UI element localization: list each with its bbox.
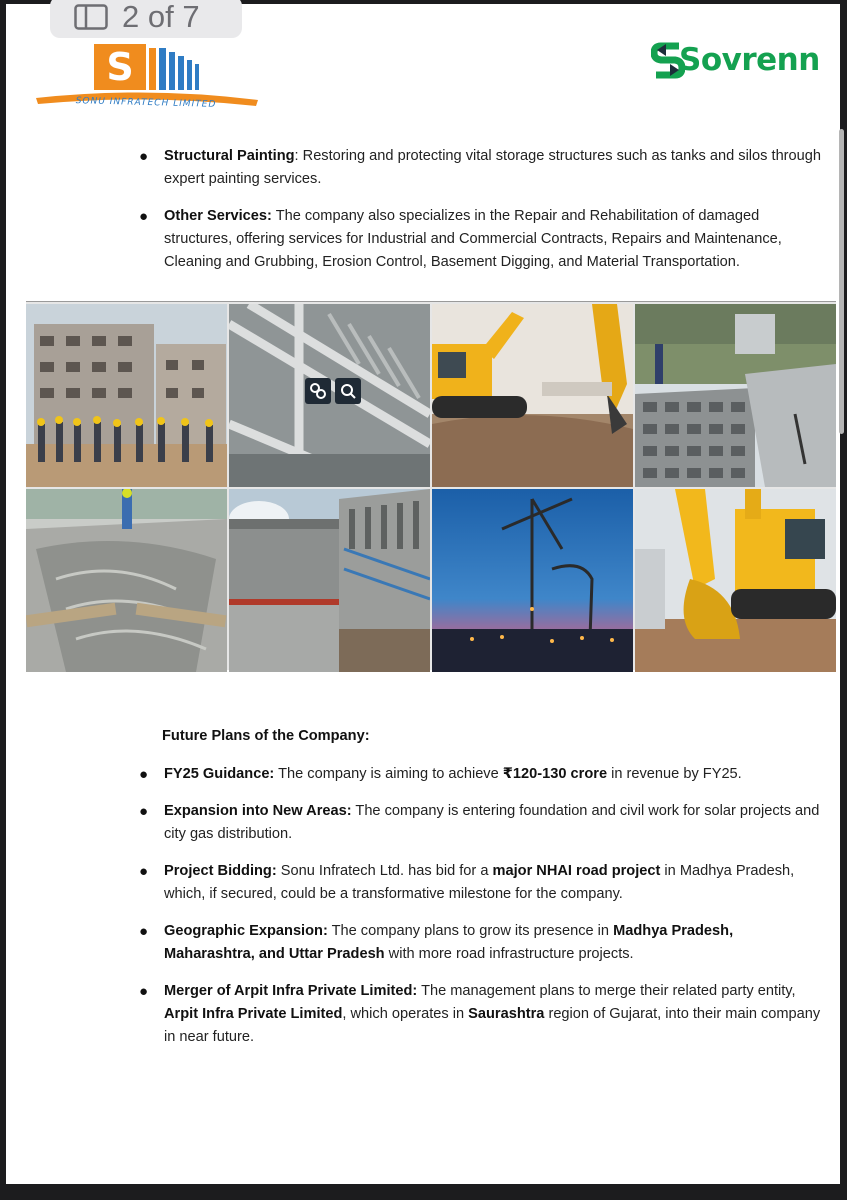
list-item: ● Merger of Arpit Infra Private Limited: The management plans to merge their related party entity, Arpit Infra Private Limited, which operates in Saurashtra region of Gujarat, into their main company in near future. (136, 980, 826, 1049)
page-indicator[interactable] (50, 0, 242, 38)
sonu-logo-graphic (32, 38, 262, 118)
logo-company-name: SONU INFRATECH LIMITED (75, 96, 217, 110)
service-text: The company also specializes in the Repair and Rehabilitation of damaged structures, offering services for Industrial and Commercial Contracts, Repairs and Maintenance, Cleaning and Grubbing, Erosion Control, Basement Digging, and Material Transportation. (164, 208, 782, 270)
night-cranes-photo (432, 489, 633, 672)
bullet-icon: ● (139, 923, 149, 940)
list-item: ● Project Bidding: Sonu Infratech Ltd. has bid for a major NHAI road project in Madhya Pradesh, which, if secured, could be a transformative milestone for the company. (136, 860, 826, 906)
pages-icon (74, 4, 108, 30)
bullet-icon: ● (139, 803, 149, 820)
bullet-icon: ● (139, 863, 149, 880)
logo-letter: S (106, 45, 134, 89)
services-list (136, 145, 826, 288)
bullet-icon: ● (139, 983, 149, 1000)
bullet-icon: ● (139, 148, 149, 165)
list-item: ● Structural Painting: Restoring and protecting vital storage structures such as tanks and silos through expert painting services. (136, 145, 826, 191)
steel-framework-photo (229, 304, 430, 487)
concrete-blocks-photo (635, 304, 836, 487)
sovrenn-logo (651, 40, 820, 80)
construction-workers-photo (26, 304, 227, 487)
bullet-icon: ● (139, 766, 149, 783)
sovrenn-brand-text: Sovrenn (679, 42, 820, 78)
list-item (136, 205, 826, 274)
future-plans-heading: Future Plans of the Company: (162, 728, 370, 744)
scrollbar-thumb[interactable] (839, 129, 844, 434)
list-item: ● FY25 Guidance: The company is aiming to achieve ₹120-130 crore in revenue by FY25. (136, 763, 826, 786)
service-title: Other Services: (164, 208, 272, 224)
page-indicator-text: 2 of 7 (122, 0, 200, 34)
sonu-infratech-logo (32, 38, 262, 118)
list-item: ● Expansion into New Areas: The company is entering foundation and civil work for solar projects and city gas distribution. (136, 800, 826, 846)
bullet-icon: ● (139, 208, 149, 225)
document-page (6, 0, 840, 1184)
excavator-photo (432, 304, 633, 487)
list-item: ● Geographic Expansion: The company plans to grow its presence in Madhya Pradesh, Maharashtra, and Uttar Pradesh with more road infrastructure projects. (136, 920, 826, 966)
bottom-bar (0, 1184, 847, 1200)
service-text: Restoring and protecting vital storage structures such as tanks and silos through expert painting services. (164, 148, 822, 187)
photo-collage (26, 301, 836, 670)
service-title: Structural Painting (164, 148, 295, 164)
industrial-building-photo (229, 489, 430, 672)
concrete-road-photo (26, 489, 227, 672)
future-plans-list (136, 763, 826, 1063)
yellow-excavator-photo (635, 489, 836, 672)
